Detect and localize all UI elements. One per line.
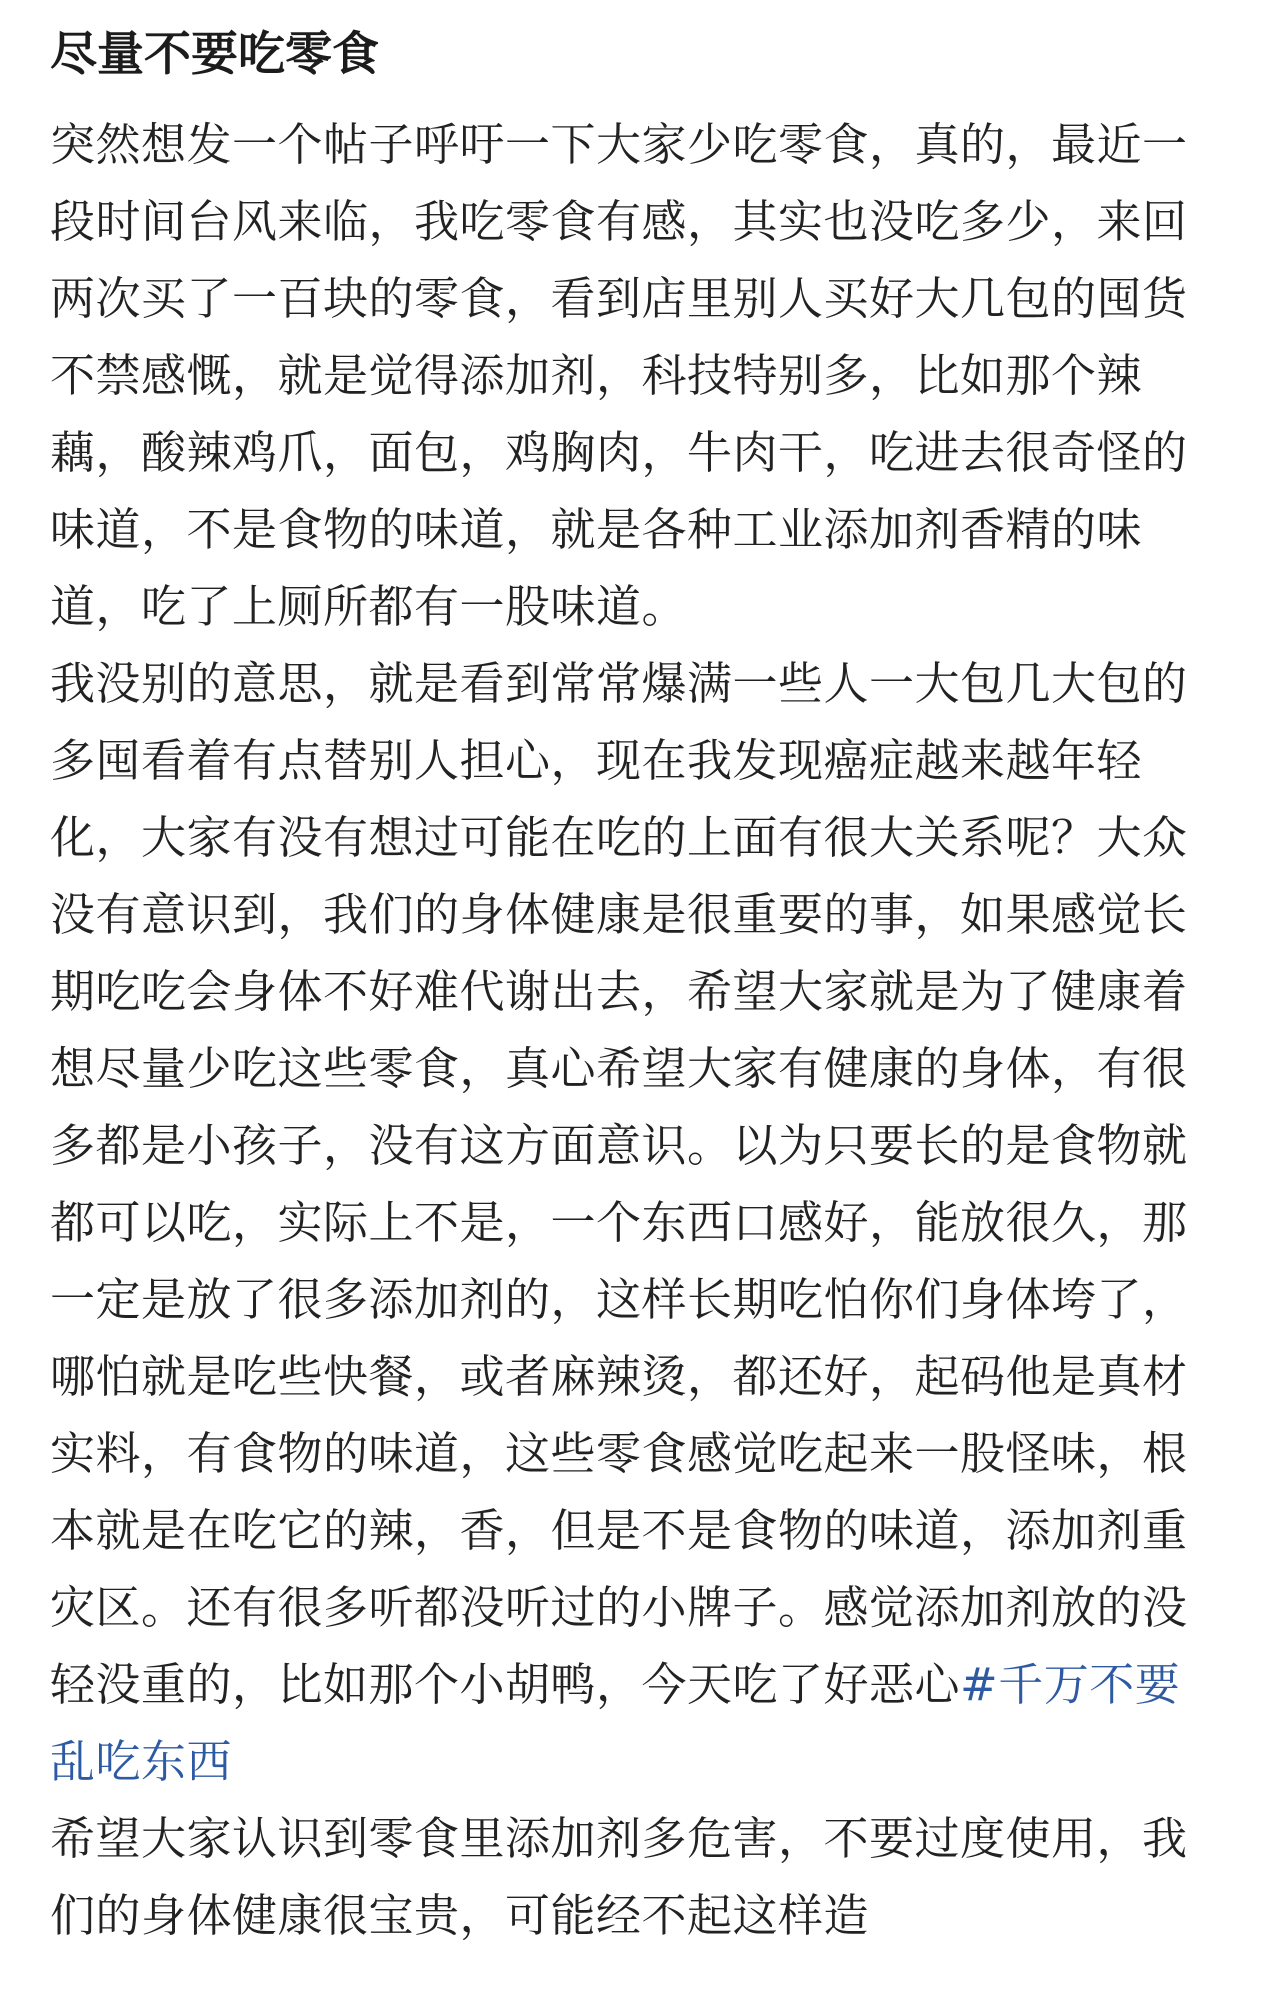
post-paragraph-1: 突然想发一个帖子呼吁一下大家少吃零食，真的，最近一 段时间台风来临，我吃零食有感，其实也没吃多少，来回 两次买了一百块的零食，看到店里别人买好大几包的囤货 不禁感慨，就是觉得添加剂，科技特别多，比如那个辣 藕，酸辣鸡爪，面包，鸡胸肉，牛肉干，吃进去很奇怪的 味道，不是食物的味道，就是各种工业添加剂香精的味 道，吃了上厕所都有一股味道。 [50,118,1188,633]
post-paragraph-3: 希望大家认识到零食里添加剂多危害，不要过度使用，我 们的身体健康很宝贵，可能经不起这样造 [50,1812,1188,1942]
post-paragraph-2-text: 我没别的意思，就是看到常常爆满一些人一大包几大包的 多囤看着有点替别人担心，现在我发现癌症越来越年轻 化，大家有没有想过可能在吃的上面有很大关系呢？大众 没有意识到，我们的身体健康是很重要的事，如果感觉长 期吃吃会身体不好难代谢出去，希望大家就是为了健康着 想尽量少吃这些零食，真心希望大家有健康的身体，有很 多都是小孩子，没有这方面意识。以为只要长的是食物就 都可以吃，实际上不是，一个东西口感好，能放很久，那 一定是放了很多添加剂的，这样长期吃怕你们身体垮了， 哪怕就是吃些快餐，或者麻辣烫，都还好，起码他是真材 实料，有食物的味道，这些零食感觉吃起来一股怪味，根 本就是在吃它的辣，香，但是不是食物的味道，添加剂重 灾区。还有很多听都没听过的小牌子。感觉添加剂放的没 轻没重的，比如那个小胡鸭，今天吃了好恶心 [50,657,1188,1711]
post-paragraph-2 [50,645,1237,1800]
post-title: 尽量不要吃零食 [50,27,379,82]
hashtag-link[interactable]: #千万不要 乱吃东西 [50,1658,1181,1788]
